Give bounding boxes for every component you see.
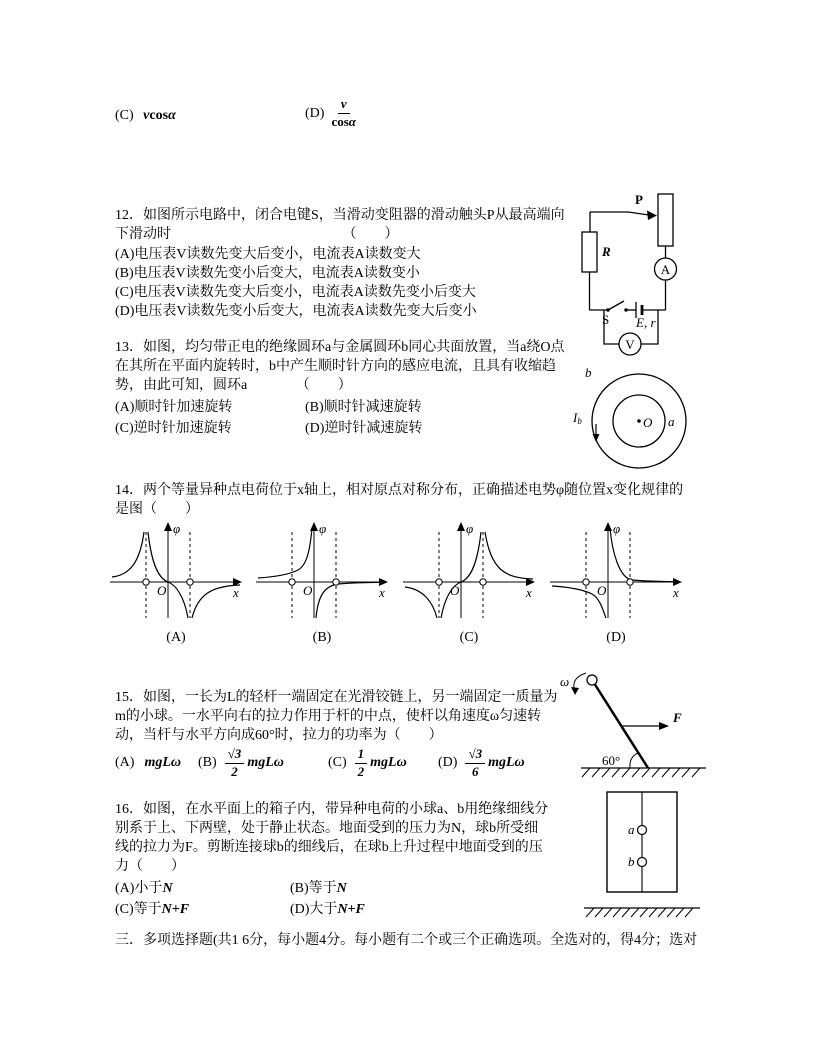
- q13-rings-diagram: [572, 362, 704, 480]
- q12-option-a: (A)电压表V读数先变大后变小，电流表A读数变大: [115, 247, 421, 262]
- charge-marker: [583, 579, 589, 585]
- y-axis-arrowhead-icon: [604, 522, 612, 531]
- q15-option-d-formula: mgLω: [488, 755, 525, 770]
- ball-a-label: a: [628, 822, 635, 837]
- q15-option-b-formula: mgLω: [247, 755, 284, 770]
- ball: [587, 675, 597, 685]
- q12-circuit-diagram: [578, 186, 713, 368]
- omega-arrowhead-icon: [571, 687, 579, 695]
- x-axis-label: x: [233, 585, 239, 600]
- q15-option-c-denominator: 2: [357, 763, 365, 779]
- q14-graph-c-label: (C): [459, 630, 479, 645]
- q16-option-b-formula: N: [336, 881, 347, 896]
- origin-label: O: [450, 583, 460, 598]
- q14-graph-d-plot: [546, 518, 686, 622]
- phi-axis-label: φ: [173, 521, 181, 536]
- q16-line-2: 别系于上、下两壁，处于静止状态。地面受到的压力为N，球b所受细: [115, 821, 539, 836]
- ball-a: [638, 826, 647, 835]
- option-c-var: v: [143, 108, 150, 123]
- q12-option-b: (B)电压表V读数先变小后变大，电流表A读数变小: [115, 266, 420, 281]
- q15-line-2: m的小球。一水平向右的拉力作用于杆的中点，使杆以角速度ω匀速转: [115, 709, 542, 724]
- q15-option-d: [438, 744, 525, 782]
- q14-graph-d: [546, 518, 686, 646]
- q13-line-1: 13．如图，均匀带正电的绝缘圆环a与金属圆环b同心共面放置，当a绕O点: [115, 340, 565, 355]
- slider-label: P: [635, 192, 643, 207]
- current-symbol: I: [573, 410, 578, 425]
- charge-marker: [480, 579, 486, 585]
- ground-hatching: [582, 768, 700, 777]
- option-d-label: (D): [305, 105, 325, 121]
- y-axis-arrowhead-icon: [310, 522, 318, 531]
- q13-line-3-text: 势，由此可知，圆环a: [115, 378, 248, 393]
- q15-option-c-fraction: [355, 747, 368, 780]
- voltmeter-label: V: [625, 337, 635, 352]
- q15-line-1: 15．如图，一长为L的轻杆一端固定在光滑铰链上，另一端固定一质量为: [115, 690, 558, 705]
- q14-graph-b: [252, 518, 392, 646]
- ball-b-label: b: [628, 854, 635, 869]
- phi-axis-label: φ: [466, 521, 474, 536]
- q15-option-d-denominator: 6: [472, 763, 479, 779]
- option-c-label: (C): [115, 108, 134, 123]
- q15-option-c-numerator: 1: [355, 747, 368, 764]
- phi-axis-label: φ: [613, 521, 621, 536]
- q15-option-b-numerator: √3: [225, 747, 245, 764]
- charge-marker: [627, 579, 633, 585]
- current-label: [572, 410, 582, 426]
- q16-option-c-text: (C)等于: [115, 902, 162, 917]
- q16-option-a-formula: N: [162, 881, 173, 896]
- q15-option-d-label: (D): [438, 755, 458, 770]
- q15-option-a-label: (A): [115, 755, 135, 770]
- q15-option-b-label: (B): [198, 755, 217, 770]
- x-axis-label: x: [379, 585, 385, 600]
- q16-option-b-text: (B)等于: [290, 881, 337, 896]
- slider-arrowhead-icon: [647, 211, 657, 221]
- q14-graph-c: [399, 518, 539, 646]
- resistor-label: R: [602, 244, 611, 259]
- rheostat: [658, 194, 673, 246]
- q16-box-diagram: [582, 786, 702, 928]
- q16-option-a: [115, 879, 173, 898]
- q12-line-2-text: 下滑动时: [115, 227, 171, 242]
- q16-option-d-text: (D)大于: [290, 902, 338, 917]
- ground-hatching: [586, 908, 693, 917]
- q13-line-3: [115, 376, 352, 395]
- q13-answer-bracket: （ ）: [295, 378, 352, 393]
- q15-option-c: [328, 744, 407, 782]
- resistor: [582, 232, 597, 272]
- q16-option-b: [290, 879, 347, 898]
- q14-line-2: 是图（ ）: [115, 502, 199, 517]
- q16-option-d: [290, 900, 365, 919]
- x-axis-label: x: [673, 585, 679, 600]
- q14-graph-b-label: (B): [312, 630, 332, 645]
- q14-graph-b-plot: [252, 518, 392, 622]
- inner-ring-label: a: [668, 414, 675, 429]
- q15-option-a: [115, 744, 181, 782]
- y-axis-arrowhead-icon: [164, 522, 172, 531]
- phi-axis-label: φ: [319, 521, 327, 536]
- charge-marker: [143, 579, 149, 585]
- q12-option-c: (C)电压表V读数先变大后变小，电流表A读数先变小后变大: [115, 285, 476, 300]
- ball-b: [638, 858, 647, 867]
- q12-line-1: 12．如图所示电路中，闭合电键S，当滑动变阻器的滑动触头P从最高端向: [115, 208, 565, 223]
- q12-option-d: (D)电压表V读数先变小后变大，电流表A读数先变大后变小: [115, 304, 477, 319]
- q14-graph-a-plot: [106, 518, 246, 622]
- origin-label: O: [303, 583, 313, 598]
- q15-option-c-label: (C): [328, 755, 347, 770]
- q15-option-d-numerator: √3: [465, 747, 485, 764]
- battery-label: E, r: [636, 315, 656, 330]
- y-axis-arrowhead-icon: [457, 522, 465, 531]
- q14-graph-d-label: (D): [606, 630, 626, 645]
- q12-answer-bracket: （ ）: [342, 227, 399, 242]
- current-subscript: b: [577, 416, 582, 426]
- q14-graph-a: [106, 518, 246, 646]
- option-d-numerator: v: [338, 97, 350, 114]
- q16-option-c-formula: N+F: [161, 902, 190, 917]
- ammeter-label: A: [660, 262, 671, 277]
- q15-option-d-fraction: [465, 747, 485, 780]
- origin-label: O: [597, 583, 607, 598]
- option-d-fraction: [331, 97, 356, 130]
- q16-option-d-formula: N+F: [337, 902, 365, 917]
- q16-line-3: 线的拉力为F。剪断连接球b的细线后，在球b上升过程中地面受到的压: [115, 840, 543, 855]
- charge-marker: [187, 579, 193, 585]
- q16-option-a-text: (A)小于: [115, 881, 163, 896]
- q13-option-d: (D)逆时针减速旋转: [305, 421, 423, 436]
- q16-line-1: 16．如图，在水平面上的箱子内，带异种电荷的小球a、b用绝缘细线分: [115, 802, 549, 817]
- q13-option-c: (C)逆时针加速旋转: [115, 421, 232, 436]
- charge-marker: [436, 579, 442, 585]
- origin-label: O: [157, 583, 167, 598]
- q14-graph-c-plot: [399, 518, 539, 622]
- option-c-row: [115, 106, 176, 125]
- switch-lever: [608, 301, 624, 310]
- q14-graph-a-label: (A): [166, 630, 186, 645]
- q15-option-b-denominator: 2: [231, 763, 238, 779]
- slider-arrow: [628, 212, 649, 215]
- option-c-fn: cos: [149, 108, 169, 123]
- option-d-row: [305, 94, 359, 132]
- q15-option-b: [198, 744, 284, 782]
- option-d-denominator: [331, 114, 356, 130]
- option-d-angle: α: [348, 113, 356, 129]
- x-axis-label: x: [526, 585, 532, 600]
- q15-option-a-formula: mgLω: [144, 755, 182, 770]
- center-dot: [637, 419, 641, 423]
- force-arrowhead-icon: [659, 722, 669, 730]
- option-c-angle: α: [168, 108, 176, 123]
- angle-label: 60°: [602, 753, 621, 768]
- q13-line-2: 在其所在平面内旋转时，b中产生顺时针方向的感应电流，且具有收缩趋: [115, 359, 556, 374]
- q16-line-4: 力（ ）: [115, 859, 185, 874]
- q15-line-3: 动，当杆与水平方向成60°时，拉力的功率为（ ）: [115, 728, 443, 743]
- omega-label: ω: [560, 674, 570, 689]
- q15-option-b-fraction: [225, 747, 245, 780]
- q15-rod-diagram: [556, 670, 711, 788]
- q13-option-b: (B)顺时针减速旋转: [305, 400, 422, 415]
- outer-ring-label: b: [585, 365, 592, 380]
- section-3-header: 三．多项选择题(共1 6分，每小题4分。每小题有二个或三个正确选项。全选对的，得4分；选对: [115, 933, 698, 948]
- q15-option-c-formula: mgLω: [370, 755, 407, 770]
- switch-contact-right: [624, 308, 627, 311]
- force-label: F: [673, 710, 682, 725]
- switch-label: S: [602, 312, 610, 327]
- option-d-fn: cos: [331, 113, 349, 129]
- angle-arc: [630, 753, 638, 768]
- q13-option-a: (A)顺时针加速旋转: [115, 400, 233, 415]
- q12-line-2: [115, 225, 399, 244]
- charge-marker: [333, 579, 339, 585]
- center-label: O: [643, 415, 653, 430]
- q16-option-c: [115, 900, 189, 919]
- charge-marker: [289, 579, 295, 585]
- q14-line-1: 14．两个等量异种点电荷位于x轴上，相对原点对称分布，正确描述电势φ随位置x变化规律的: [115, 483, 684, 498]
- current-arrowhead-icon: [593, 434, 600, 442]
